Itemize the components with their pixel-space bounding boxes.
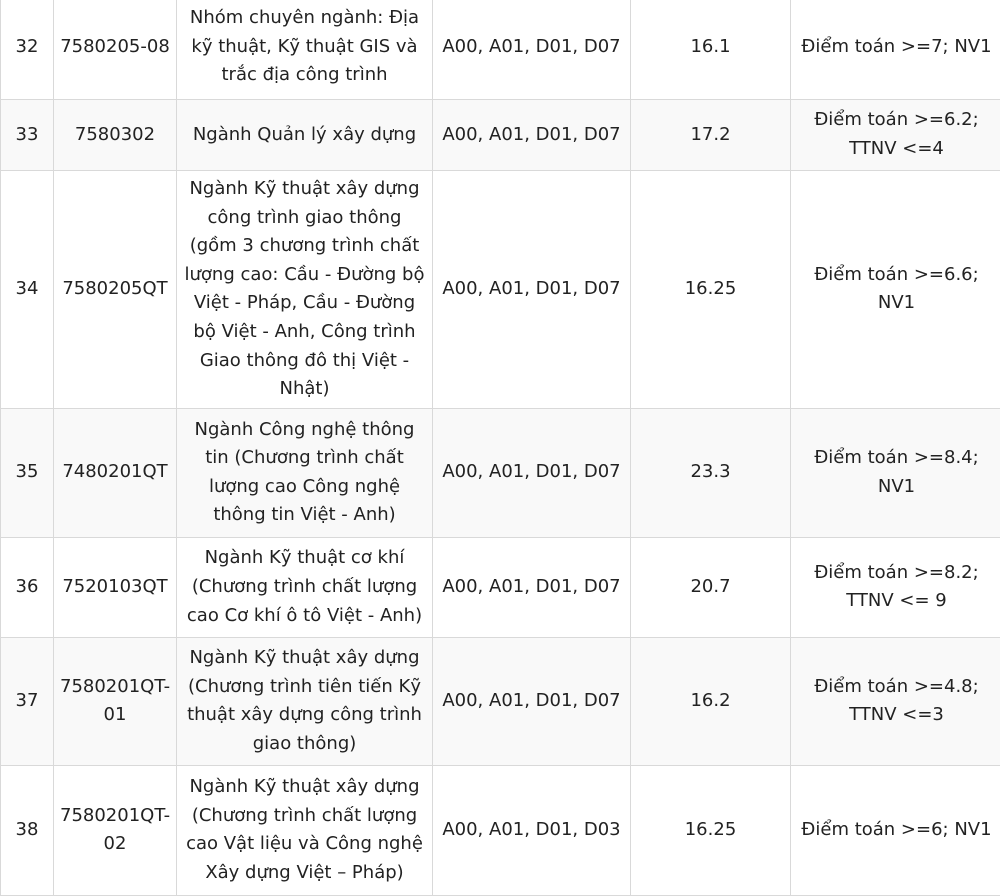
major-name: Ngành Kỹ thuật xây dựng (Chương trình chất lượng cao Vật liệu và Công nghệ Xây dựng Việt – Pháp) <box>177 765 433 895</box>
subject-combinations: A00, A01, D01, D07 <box>433 100 631 171</box>
major-code: 7580205QT <box>54 171 177 409</box>
admission-criteria: Điểm toán >=6; NV1 <box>791 765 1000 895</box>
benchmark-score: 20.7 <box>631 537 791 637</box>
subject-combinations: A00, A01, D01, D07 <box>433 171 631 409</box>
row-number: 34 <box>1 171 54 409</box>
subject-combinations: A00, A01, D01, D07 <box>433 0 631 100</box>
major-code: 7520103QT <box>54 537 177 637</box>
major-name: Ngành Công nghệ thông tin (Chương trình chất lượng cao Công nghệ thông tin Việt - Anh) <box>177 408 433 537</box>
major-name: Nhóm chuyên ngành: Địa kỹ thuật, Kỹ thuật GIS và trắc địa công trình <box>177 0 433 100</box>
major-code: 7480201QT <box>54 408 177 537</box>
major-name: Ngành Quản lý xây dựng <box>177 100 433 171</box>
admission-criteria: Điểm toán >=6.2; TTNV <=4 <box>791 100 1000 171</box>
major-code: 7580302 <box>54 100 177 171</box>
benchmark-score: 16.25 <box>631 765 791 895</box>
table-row <box>1 765 1000 895</box>
admission-criteria: Điểm toán >=6.6; NV1 <box>791 171 1000 409</box>
admission-criteria: Điểm toán >=7; NV1 <box>791 0 1000 100</box>
subject-combinations: A00, A01, D01, D07 <box>433 637 631 765</box>
admission-criteria: Điểm toán >=8.2; TTNV <= 9 <box>791 537 1000 637</box>
table-row <box>1 637 1000 765</box>
subject-combinations: A00, A01, D01, D07 <box>433 537 631 637</box>
benchmark-score: 16.2 <box>631 637 791 765</box>
row-number: 37 <box>1 637 54 765</box>
major-code: 7580201QT-02 <box>54 765 177 895</box>
admission-criteria: Điểm toán >=8.4; NV1 <box>791 408 1000 537</box>
major-name: Ngành Kỹ thuật xây dựng (Chương trình tiên tiến Kỹ thuật xây dựng công trình giao thông) <box>177 637 433 765</box>
benchmark-score: 23.3 <box>631 408 791 537</box>
table-row <box>1 537 1000 637</box>
subject-combinations: A00, A01, D01, D07 <box>433 408 631 537</box>
subject-combinations: A00, A01, D01, D03 <box>433 765 631 895</box>
major-name: Ngành Kỹ thuật xây dựng công trình giao thông (gồm 3 chương trình chất lượng cao: Cầu - Đường bộ Việt - Pháp, Cầu - Đường bộ Việt - Anh, Công trình Giao thông đô thị Việt - Nhật) <box>177 171 433 409</box>
admission-criteria: Điểm toán >=4.8; TTNV <=3 <box>791 637 1000 765</box>
benchmark-score: 16.1 <box>631 0 791 100</box>
table-row <box>1 408 1000 537</box>
row-number: 36 <box>1 537 54 637</box>
major-code: 7580201QT-01 <box>54 637 177 765</box>
benchmark-score: 16.25 <box>631 171 791 409</box>
row-number: 33 <box>1 100 54 171</box>
row-number: 35 <box>1 408 54 537</box>
row-number: 32 <box>1 0 54 100</box>
major-code: 7580205-08 <box>54 0 177 100</box>
major-name: Ngành Kỹ thuật cơ khí (Chương trình chất lượng cao Cơ khí ô tô Việt - Anh) <box>177 537 433 637</box>
table-row <box>1 0 1000 100</box>
row-number: 38 <box>1 765 54 895</box>
benchmark-score: 17.2 <box>631 100 791 171</box>
table-row <box>1 100 1000 171</box>
table-row <box>1 171 1000 409</box>
